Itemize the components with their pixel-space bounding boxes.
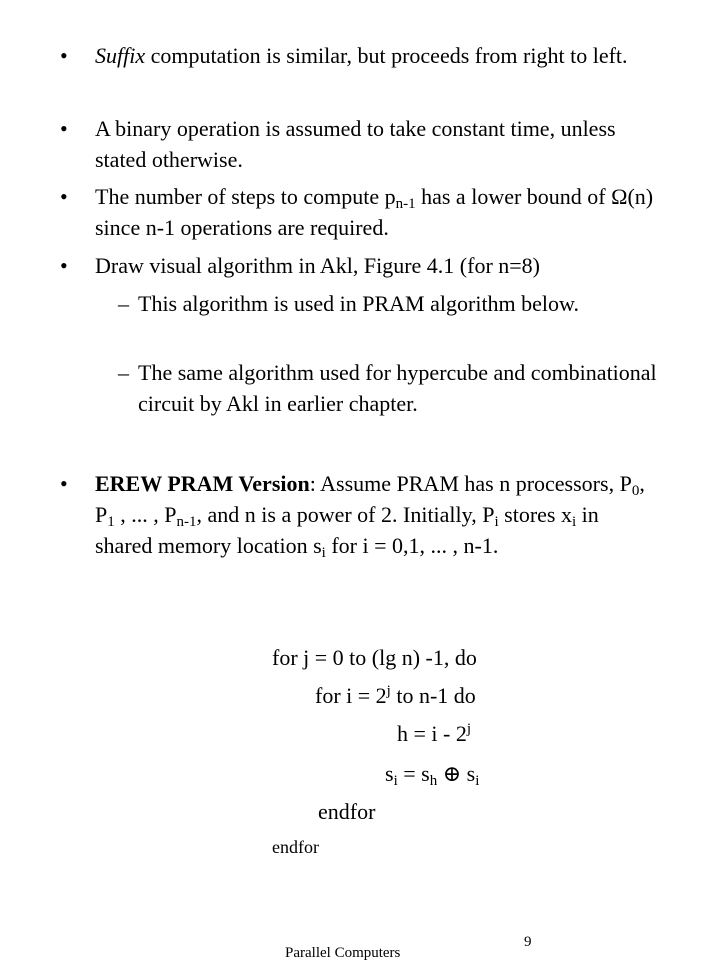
bullet-text [95,181,660,243]
text-part: stores x [498,502,572,527]
code-line-inner-endfor: endfor [318,799,376,824]
subscript: i [494,514,499,530]
code-line-outer-for: for j = 0 to (lg n) -1, do [272,645,477,670]
superscript: j [386,683,391,699]
text-part: , ... , P [114,502,177,527]
code-line-outer-endfor: endfor [272,837,319,857]
bullet-draw-visual-algorithm [60,250,660,281]
footer-title: Parallel Computers [285,945,401,961]
superscript: j [466,721,472,737]
code-text: h = i - 2 [397,721,467,746]
bullet-binary-operation [60,113,660,175]
text-part: : Assume PRAM has n processors, P [309,471,632,496]
subscript: 1 [107,514,115,530]
subbullet-text: The same algorithm used for hypercube and combinational circuit by Akl in earlier chapter. [138,360,657,416]
bullet-text [95,468,660,561]
subscript: n-1 [176,514,197,530]
page-number: 9 [524,934,532,950]
bullet-number-of-steps [60,181,660,243]
bullet-text: Draw visual algorithm in Akl, Figure 4.1 (for n=8) [95,253,541,278]
subscript: i [475,773,480,789]
subscript: n-1 [395,196,416,212]
text-part: The number of steps to compute p [95,184,396,209]
bullet-dot: • [60,253,68,278]
suffix-italic: Suffix [95,43,146,68]
code-text: = s [397,761,430,786]
subbullet-text: This algorithm is used in PRAM algorithm below. [138,291,579,316]
erew-heading: EREW PRAM Version [95,471,310,496]
bullet-dot: • [60,43,68,68]
bullet-erew-pram-version [60,468,660,561]
bullet-text: A binary operation is assumed to take constant time, unless stated otherwise. [95,116,616,172]
subscript: i [393,773,398,789]
bullet-text [95,40,660,71]
subbullet-pram-usage [118,288,678,319]
subscript: i [321,545,326,561]
code-line-inner-for [315,682,476,710]
code-line-s-assign [385,760,479,788]
text-part: for i = 0,1, ... , n-1. [325,533,499,558]
subscript: i [571,514,577,530]
code-text: s [385,761,394,786]
text-part: , P [95,471,645,527]
code-text: for i = 2 [315,683,387,708]
bullet-dot: • [60,184,68,209]
text-part: has a lower bound of Ω(n) since n-1 operations are required. [95,184,654,240]
code-text: to n-1 do [390,683,476,708]
text-part: in shared memory location s [95,502,599,558]
code-line-h-assign [397,720,471,748]
subscript: 0 [631,483,640,499]
text-part: , and n is a power of 2. Initially, P [196,502,495,527]
bullet-dot: • [60,471,68,496]
subbullet-dash: – [118,360,129,385]
subbullet-dash: – [118,291,129,316]
code-text: ⊕ s [437,761,476,786]
subbullet-hypercube [118,357,678,419]
subscript: h [429,773,438,789]
bullet-dot: • [60,116,68,141]
bullet-suffix-computation [60,40,660,71]
bullet-text-rest: computation is similar, but proceeds from right to left. [145,43,628,68]
